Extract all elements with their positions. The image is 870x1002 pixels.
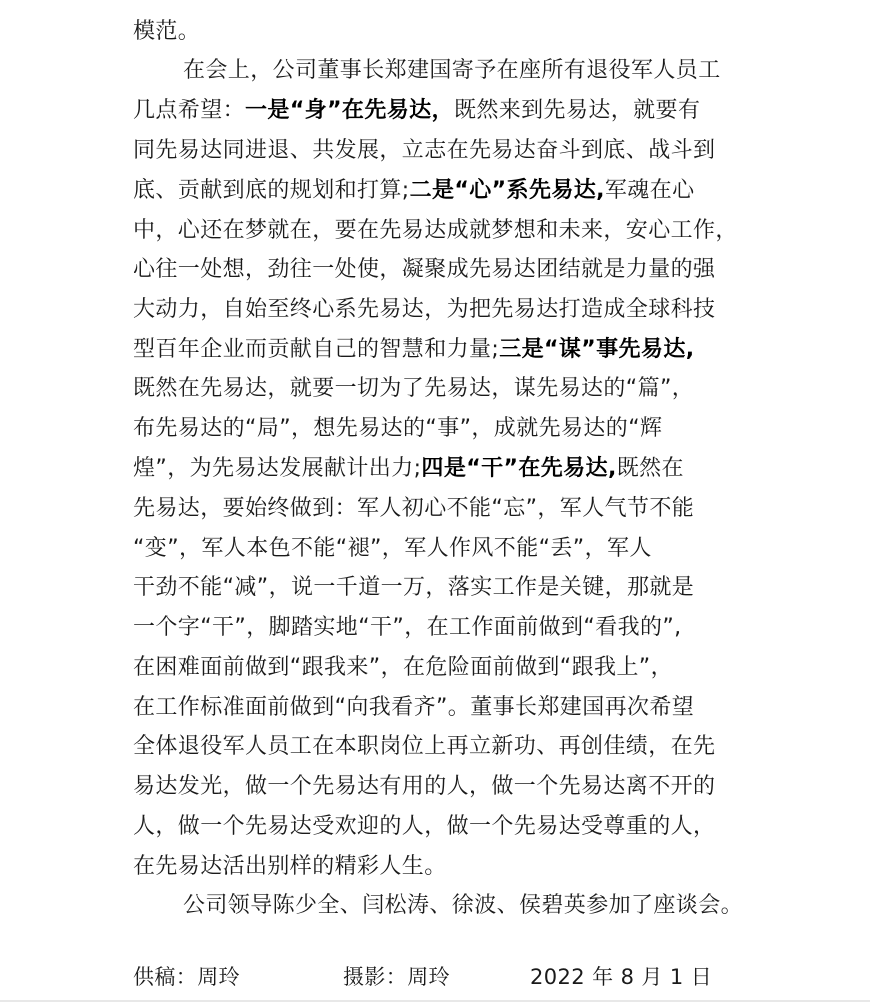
paragraph-line	[133, 693, 753, 725]
body-text: 大动力，自始至终心系先易达，为把先易达打造成全球科技	[133, 297, 716, 322]
paragraph-line	[133, 772, 753, 804]
paragraph-line	[133, 176, 753, 208]
body-text: 既然来到先易达，就要有	[453, 98, 701, 123]
emphasis-text: 二是“心”系先易达,	[409, 178, 605, 203]
paragraph-line	[133, 812, 753, 844]
body-text: 煌”，为先易达发展献计出力;	[133, 456, 422, 481]
paragraph-line	[183, 56, 803, 88]
body-text: 型百年企业而贡献自己的智慧和力量;	[133, 337, 500, 362]
emphasis-text: 四是“干”在先易达,	[421, 456, 617, 481]
body-text: 几点希望：	[133, 98, 246, 123]
author-credit: 供稿：周玲	[133, 965, 240, 989]
paragraph-line	[133, 17, 753, 49]
paragraph-line	[133, 96, 753, 128]
paragraph-line	[183, 891, 803, 923]
body-text: 心往一处想，劲往一处使，凝聚成先易达团结就是力量的强	[133, 257, 716, 282]
paragraph-line	[133, 255, 753, 287]
paragraph-line	[133, 573, 753, 605]
paragraph-line	[133, 494, 753, 526]
body-text: 在困难面前做到“跟我来”，在危险面前做到“跟我上”，	[133, 655, 673, 680]
paragraph-line	[133, 374, 753, 406]
body-text: 全体退役军人员工在本职岗位上再立新功、再创佳绩，在先	[133, 734, 716, 759]
body-text: 人，做一个先易达受欢迎的人，做一个先易达受尊重的人，	[133, 814, 716, 839]
body-text: 中，心还在梦就在，要在先易达成就梦想和未来，安心工作，	[133, 218, 738, 243]
body-text: 模范。	[133, 19, 201, 44]
body-text: 一个字“干”，脚踏实地“干”，在工作面前做到“看我的”,	[133, 615, 682, 640]
body-text: 同先易达同进退、共发展，立志在先易达奋斗到底、战斗到	[133, 138, 716, 163]
paragraph-line	[133, 534, 753, 566]
body-text: 在工作标准面前做到“向我看齐”。董事长郑建国再次希望	[133, 695, 695, 720]
paragraph-line	[133, 454, 753, 486]
body-text: 在先易达活出别样的精彩人生。	[133, 854, 447, 879]
body-text: 底、贡献到底的规划和打算;	[133, 178, 410, 203]
body-text: 在会上，公司董事长郑建国寄予在座所有退役军人员工	[183, 58, 721, 83]
publish-date: 2022 年 8 月 1 日	[530, 965, 713, 989]
paragraph-line	[133, 335, 753, 367]
photo-credit: 摄影：周玲	[343, 965, 450, 989]
paragraph-line	[133, 653, 753, 685]
body-text: 先易达，要始终做到：军人初心不能“忘”，军人气节不能	[133, 496, 695, 521]
paragraph-line	[133, 732, 753, 764]
body-text: 既然在先易达，就要一切为了先易达，谋先易达的“篇”，	[133, 376, 695, 401]
paragraph-line	[133, 414, 753, 446]
body-text: 公司领导陈少全、闫松涛、徐波、侯碧英参加了座谈会。	[183, 893, 744, 918]
paragraph-line	[133, 136, 753, 168]
body-text: 布先易达的“局”，想先易达的“事”，成就先易达的“辉	[133, 416, 663, 441]
body-text: “变”，军人本色不能“褪”，军人作风不能“丢”，军人	[133, 536, 652, 561]
body-text: 干劲不能“减”，说一千道一万，落实工作是关键，那就是	[133, 575, 695, 600]
paragraph-line	[133, 613, 753, 645]
paragraph-line	[133, 852, 753, 884]
body-text: 军魂在心	[604, 178, 695, 203]
body-text: 既然在	[616, 456, 684, 481]
emphasis-text: 三是“谋”事先易达,	[499, 337, 695, 362]
body-text: 易达发光，做一个先易达有用的人，做一个先易达离不开的	[133, 774, 716, 799]
emphasis-text: 一是“身”在先易达，	[245, 98, 454, 123]
paragraph-line	[133, 295, 753, 327]
paragraph-line	[133, 216, 753, 248]
